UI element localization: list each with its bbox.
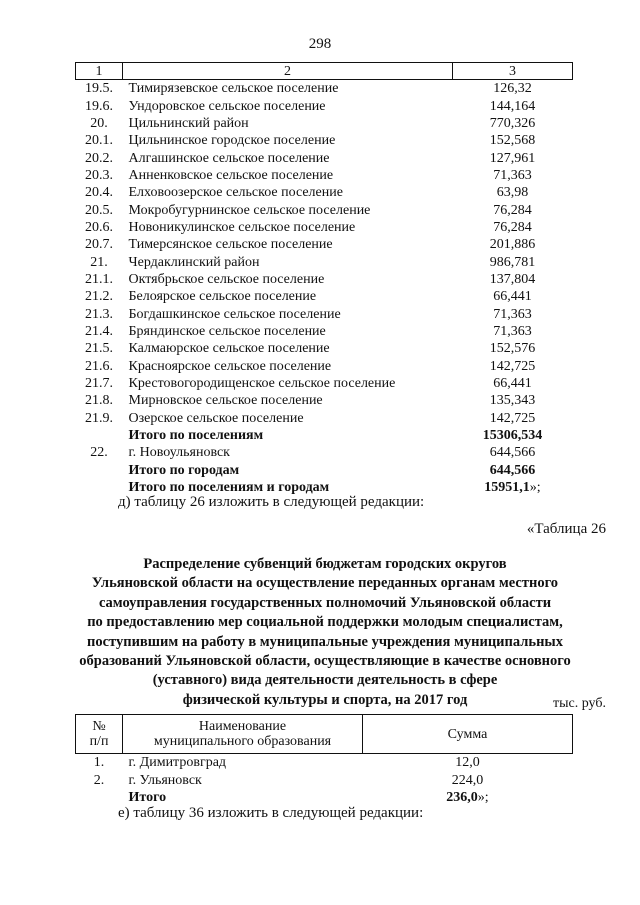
row-value: [363, 772, 573, 790]
header-municipality-line: Наименование: [198, 719, 287, 734]
row-name-text: Тимерсянское сельское поселение: [128, 237, 333, 253]
row-value-text: 12,0: [455, 755, 480, 771]
table-header-row: [76, 63, 573, 80]
row-number: [76, 271, 123, 288]
row-number: [76, 444, 123, 461]
row-name: [123, 754, 363, 772]
row-value-text: 142,725: [489, 358, 536, 374]
table-row: [76, 149, 573, 166]
row-name: [123, 167, 453, 184]
row-name-text: Богдашкинское сельское поселение: [128, 306, 341, 322]
row-value: [453, 444, 573, 461]
row-name-text: Октябрьское сельское поселение: [128, 271, 325, 287]
row-number-text: 21.: [90, 254, 108, 270]
row-number: [76, 375, 123, 392]
row-value: [453, 167, 573, 184]
table-row: [76, 340, 573, 357]
row-number-text: 21.9.: [85, 410, 113, 426]
row-name: [123, 392, 453, 409]
table-row: [76, 288, 573, 305]
row-number: [76, 80, 123, 98]
row-value: [363, 754, 573, 772]
row-value-text: 76,284: [493, 202, 532, 218]
header-municipality: [123, 715, 363, 754]
row-value: [453, 253, 573, 270]
table-header-row: [76, 715, 573, 754]
table-row: [76, 462, 573, 479]
table-row: [76, 219, 573, 236]
row-name-text: Крестовогородищенское сельское поселение: [128, 376, 396, 392]
table-row: [76, 201, 573, 218]
row-value-text: 76,284: [493, 219, 532, 235]
row-number-text: 20.2.: [85, 150, 113, 166]
row-name-text: Цильнинский район: [128, 115, 249, 131]
row-name: [123, 358, 453, 375]
instruction-d: д) таблицу 26 изложить в следующей редакции:: [118, 494, 425, 510]
table-row: [76, 167, 573, 184]
table-row: [76, 132, 573, 149]
title-line: Распределение субвенций бюджетам городских округов: [143, 556, 507, 572]
table-row: [76, 375, 573, 392]
row-value-text: 644,566: [489, 462, 536, 478]
row-value-text: 152,576: [489, 341, 536, 357]
instruction-e: е) таблицу 36 изложить в следующей редакции:: [118, 805, 424, 821]
closing-quote-suffix: »;: [529, 480, 541, 496]
row-name-text: г. Новоульяновск: [128, 445, 230, 461]
table-row: [76, 184, 573, 201]
table-row: [76, 410, 573, 427]
row-number: [76, 340, 123, 357]
row-name-text: Итого по поселениям и городам: [128, 480, 330, 496]
row-name-text: Красноярское сельское поселение: [128, 358, 332, 374]
row-name: [123, 288, 453, 305]
row-value: [453, 323, 573, 340]
unit-label: тыс. руб.: [553, 696, 606, 711]
page-number: 298: [308, 36, 332, 52]
row-name-text: Елховоозерское сельское поселение: [128, 185, 343, 201]
row-value-text: 986,781: [489, 254, 536, 270]
row-value-text: 66,441: [493, 376, 532, 392]
row-number: [76, 201, 123, 218]
header-number-line: п/п: [89, 734, 109, 749]
row-name-text: Бряндинское сельское поселение: [128, 323, 326, 339]
row-name-text: Калмаюрское сельское поселение: [128, 341, 330, 357]
row-number: [76, 358, 123, 375]
row-value: [453, 149, 573, 166]
row-number: [76, 392, 123, 409]
table-26-label: «Таблица 26: [526, 521, 606, 537]
row-value: [453, 305, 573, 322]
row-number-text: 2.: [93, 772, 105, 788]
row-number-text: 19.5.: [85, 81, 113, 97]
row-number: [76, 305, 123, 322]
row-name: [123, 444, 453, 461]
row-number: [76, 253, 123, 270]
row-value: [363, 789, 573, 807]
row-value: [453, 375, 573, 392]
table-row: [76, 789, 573, 807]
row-number: [76, 132, 123, 149]
row-number-text: 19.6.: [85, 98, 113, 114]
table-row: [76, 97, 573, 114]
row-number: [76, 772, 123, 790]
row-value-text: 236,0: [446, 790, 478, 806]
row-number-text: 22.: [90, 445, 108, 461]
row-value: [453, 340, 573, 357]
table-row: [76, 323, 573, 340]
row-value: [453, 184, 573, 201]
row-value: [453, 288, 573, 305]
table-26-title: [60, 555, 590, 710]
row-name: [123, 323, 453, 340]
row-value: [453, 271, 573, 288]
row-value: [453, 97, 573, 114]
table-row: [76, 772, 573, 790]
row-value-text: 144,164: [489, 98, 536, 114]
row-number: [76, 97, 123, 114]
row-number-text: 20.1.: [85, 133, 113, 149]
row-value: [453, 115, 573, 132]
table-body: [76, 80, 573, 497]
row-name: [123, 115, 453, 132]
row-name: [123, 149, 453, 166]
header-number: [76, 715, 123, 754]
row-number-text: 21.1.: [85, 271, 113, 287]
row-number-text: 20.4.: [85, 185, 113, 201]
row-value-text: 66,441: [493, 289, 532, 305]
row-number-text: 20.: [90, 115, 108, 131]
row-value-text: 63,98: [496, 185, 529, 201]
row-value: [453, 201, 573, 218]
row-value: [453, 392, 573, 409]
row-name: [123, 427, 453, 444]
row-name: [123, 219, 453, 236]
table-row: [76, 392, 573, 409]
row-name-text: Алгашинское сельское поселение: [128, 150, 330, 166]
column-header-2: 2: [123, 63, 453, 80]
row-value: [453, 80, 573, 98]
header-municipality-line: муниципального образования: [153, 734, 332, 749]
row-number: [76, 167, 123, 184]
table-row: [76, 444, 573, 461]
row-name-text: Ундоровское сельское поселение: [128, 98, 326, 114]
row-name-text: Мирновское сельское поселение: [128, 393, 323, 409]
row-name-text: Белоярское сельское поселение: [128, 289, 317, 305]
row-value-text: 152,568: [489, 133, 536, 149]
row-name-text: г. Ульяновск: [128, 772, 202, 788]
row-name: [123, 410, 453, 427]
row-name: [123, 305, 453, 322]
row-name: [123, 271, 453, 288]
row-name-text: Цильнинское городское поселение: [128, 133, 336, 149]
row-name-text: г. Димитровград: [128, 755, 227, 771]
row-name-text: Новоникулинское сельское поселение: [128, 219, 356, 235]
table-row: [76, 253, 573, 270]
table-row: [76, 271, 573, 288]
row-value-text: 71,363: [493, 323, 532, 339]
row-name: [123, 201, 453, 218]
row-number-text: 21.7.: [85, 376, 113, 392]
row-name: [123, 253, 453, 270]
row-name: [123, 340, 453, 357]
row-number-text: 21.3.: [85, 306, 113, 322]
row-value: [453, 410, 573, 427]
table-row: [76, 427, 573, 444]
table-row: [76, 754, 573, 772]
row-number-text: 21.6.: [85, 358, 113, 374]
row-number: [76, 219, 123, 236]
row-number: [76, 288, 123, 305]
table-row: [76, 80, 573, 98]
row-name: [123, 80, 453, 98]
row-value-text: 135,343: [489, 393, 536, 409]
title-line: (уставного) вида деятельности деятельность в сфере: [152, 672, 498, 689]
closing-quote-suffix: »;: [477, 790, 489, 806]
row-value: [453, 358, 573, 375]
row-name-text: Мокробугурнинское сельское поселение: [128, 202, 371, 218]
row-value-text: 15951,1: [484, 480, 530, 496]
row-number: [76, 754, 123, 772]
row-name: [123, 375, 453, 392]
row-number-text: 21.5.: [85, 341, 113, 357]
row-number: [76, 410, 123, 427]
row-value: [453, 132, 573, 149]
row-value-text: 137,804: [489, 271, 536, 287]
header-number-line: №: [92, 719, 106, 734]
row-number: [76, 184, 123, 201]
row-value-text: 71,363: [493, 306, 532, 322]
row-value-text: 644,566: [489, 445, 536, 461]
row-name: [123, 789, 363, 807]
title-line: физической культуры и спорта, на 2017 год: [182, 691, 468, 708]
row-value-text: 71,363: [493, 167, 532, 183]
table-26: [75, 714, 573, 807]
row-number: [76, 236, 123, 253]
row-value: [453, 427, 573, 444]
row-number: [76, 115, 123, 132]
row-value: [453, 479, 573, 496]
row-name-text: Итого: [128, 790, 167, 806]
row-name-text: Анненковское сельское поселение: [128, 167, 334, 183]
row-value-text: 15306,534: [482, 428, 543, 444]
row-value-text: 224,0: [451, 772, 484, 788]
row-value-text: 770,326: [489, 115, 536, 131]
row-number-text: 21.4.: [85, 323, 113, 339]
row-value: [453, 236, 573, 253]
row-value-text: 126,32: [493, 81, 532, 97]
column-header-3: 3: [453, 63, 573, 80]
row-value: [453, 462, 573, 479]
row-name: [123, 97, 453, 114]
row-number: [76, 323, 123, 340]
header-sum: Сумма: [363, 715, 573, 754]
table-row: [76, 236, 573, 253]
row-number: [76, 479, 123, 496]
row-name: [123, 772, 363, 790]
row-name: [123, 236, 453, 253]
subsidy-table-continued: [75, 62, 573, 496]
row-number: [76, 427, 123, 444]
title-line: образований Ульяновской области, осуществляющие в качестве основного: [79, 653, 571, 670]
row-name-text: Итого по городам: [128, 462, 240, 478]
table-row: [76, 358, 573, 375]
column-header-1: 1: [76, 63, 123, 80]
table-row: [76, 305, 573, 322]
row-number-text: 21.8.: [85, 393, 113, 409]
table-row: [76, 115, 573, 132]
table-body: [76, 754, 573, 807]
title-line: самоуправления государственных полномочий Ульяновской области: [98, 594, 552, 611]
title-line: поступившим на работу в муниципальные учреждения муниципальных: [87, 633, 563, 650]
row-number-text: 20.7.: [85, 237, 113, 253]
row-number-text: 20.5.: [85, 202, 113, 218]
title-line: по предоставлению мер социальной поддержки молодым специалистам,: [87, 614, 563, 631]
row-value-text: 127,961: [489, 150, 536, 166]
row-number: [76, 462, 123, 479]
row-name-text: Чердаклинский район: [128, 254, 260, 270]
row-name: [123, 462, 453, 479]
row-name-text: Итого по поселениям: [128, 428, 264, 444]
row-number: [76, 149, 123, 166]
row-value: [453, 219, 573, 236]
row-number-text: 20.3.: [85, 167, 113, 183]
row-name: [123, 184, 453, 201]
row-name-text: Тимирязевское сельское поселение: [128, 81, 339, 97]
row-value-text: 201,886: [489, 237, 536, 253]
row-number-text: 20.6.: [85, 219, 113, 235]
row-number: [76, 789, 123, 807]
row-number-text: 1.: [93, 755, 105, 771]
row-number-text: 21.2.: [85, 289, 113, 305]
row-name: [123, 132, 453, 149]
row-name-text: Озерское сельское поселение: [128, 410, 304, 426]
row-value-text: 142,725: [489, 410, 536, 426]
title-line: Ульяновской области на осуществление переданных органам местного: [91, 575, 559, 592]
